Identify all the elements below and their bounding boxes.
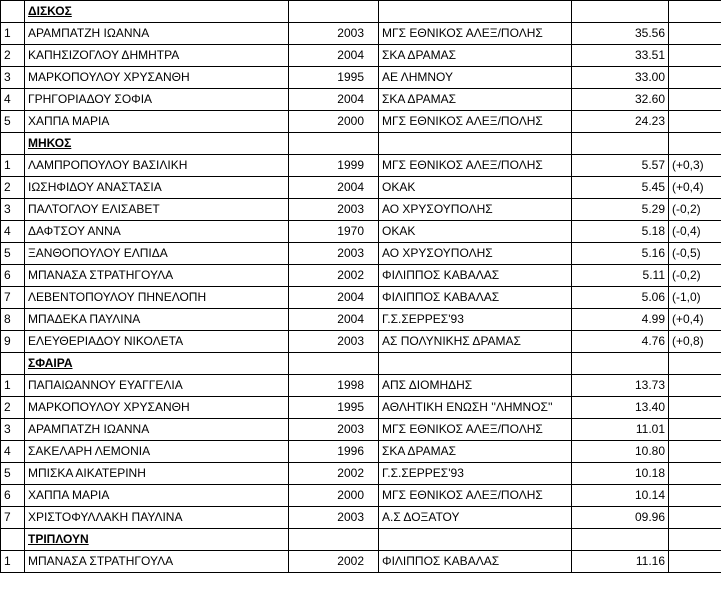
birth-year-cell: 1998 [289, 375, 379, 397]
mark-cell: 10.18 [572, 463, 669, 485]
position-cell: 9 [1, 331, 25, 353]
wind-cell: (-0,2) [669, 199, 721, 221]
wind-cell: (-1,0) [669, 287, 721, 309]
position-cell: 1 [1, 375, 25, 397]
table-row [1, 551, 721, 573]
athlete-name-cell: ΜΠΙΣΚΑ ΑΙΚΑΤΕΡΙΝΗ [25, 463, 289, 485]
birth-year-cell: 2000 [289, 111, 379, 133]
section-empty-cell [572, 353, 669, 375]
wind-cell [669, 397, 721, 419]
mark-cell: 11.16 [572, 551, 669, 573]
club-cell: ΜΓΣ ΕΘΝΙΚΟΣ ΑΛΕΞ/ΠΟΛΗΣ [379, 111, 572, 133]
birth-year-cell: 2002 [289, 551, 379, 573]
wind-cell: (+0,4) [669, 177, 721, 199]
birth-year-cell: 1999 [289, 155, 379, 177]
mark-cell: 5.29 [572, 199, 669, 221]
athlete-name-cell: ΛΕΒΕΝΤΟΠΟΥΛΟΥ ΠΗΝΕΛΟΠΗ [25, 287, 289, 309]
mark-cell: 13.40 [572, 397, 669, 419]
athlete-name-cell: ΧΑΠΠΑ ΜΑΡΙΑ [25, 485, 289, 507]
section-empty-cell [379, 353, 572, 375]
mark-cell: 4.99 [572, 309, 669, 331]
mark-cell: 35.56 [572, 23, 669, 45]
athlete-name-cell: ΑΡΑΜΠΑΤΖΗ ΙΩΑΝΝΑ [25, 419, 289, 441]
table-row [1, 199, 721, 221]
birth-year-cell: 1995 [289, 67, 379, 89]
birth-year-cell: 2004 [289, 45, 379, 67]
section-empty-cell [289, 529, 379, 551]
section-empty-cell [669, 353, 721, 375]
birth-year-cell: 1970 [289, 221, 379, 243]
section-empty-cell [572, 529, 669, 551]
club-cell: ΣΚΑ ΔΡΑΜΑΣ [379, 441, 572, 463]
table-row [1, 243, 721, 265]
section-empty-cell [1, 1, 25, 23]
position-cell: 4 [1, 221, 25, 243]
section-header-row [1, 353, 721, 375]
athlete-name-cell: ΜΠΑΝΑΣΑ ΣΤΡΑΤΗΓΟΥΛΑ [25, 265, 289, 287]
athlete-name-cell: ΓΡΗΓΟΡΙΑΔΟΥ ΣΟΦΙΑ [25, 89, 289, 111]
section-empty-cell [669, 133, 721, 155]
table-row [1, 89, 721, 111]
wind-cell [669, 507, 721, 529]
section-empty-cell [669, 529, 721, 551]
section-empty-cell [1, 529, 25, 551]
table-row [1, 111, 721, 133]
section-title: ΜΗΚΟΣ [25, 133, 289, 155]
section-title: ΣΦΑΙΡΑ [25, 353, 289, 375]
club-cell: ΜΓΣ ΕΘΝΙΚΟΣ ΑΛΕΞ/ΠΟΛΗΣ [379, 23, 572, 45]
table-row [1, 177, 721, 199]
club-cell: ΑΟ ΧΡΥΣΟΥΠΟΛΗΣ [379, 243, 572, 265]
club-cell: ΜΓΣ ΕΘΝΙΚΟΣ ΑΛΕΞ/ΠΟΛΗΣ [379, 155, 572, 177]
position-cell: 5 [1, 243, 25, 265]
athlete-name-cell: ΛΑΜΠΡΟΠΟΥΛΟΥ ΒΑΣΙΛΙΚΗ [25, 155, 289, 177]
section-empty-cell [572, 1, 669, 23]
mark-cell: 24.23 [572, 111, 669, 133]
position-cell: 4 [1, 89, 25, 111]
club-cell: ΑΕ ΛΗΜΝΟΥ [379, 67, 572, 89]
athlete-name-cell: ΠΑΛΤΟΓΛΟΥ ΕΛΙΣΑΒΕΤ [25, 199, 289, 221]
athlete-name-cell: ΜΠΑΝΑΣΑ ΣΤΡΑΤΗΓΟΥΛΑ [25, 551, 289, 573]
section-empty-cell [1, 133, 25, 155]
position-cell: 3 [1, 419, 25, 441]
birth-year-cell: 1996 [289, 441, 379, 463]
birth-year-cell: 2002 [289, 463, 379, 485]
birth-year-cell: 2004 [289, 89, 379, 111]
section-header-row [1, 529, 721, 551]
birth-year-cell: 2003 [289, 23, 379, 45]
position-cell: 8 [1, 309, 25, 331]
wind-cell [669, 485, 721, 507]
position-cell: 5 [1, 463, 25, 485]
athlete-name-cell: ΧΑΠΠΑ ΜΑΡΙΑ [25, 111, 289, 133]
club-cell: Γ.Σ.ΣΕΡΡΕΣ'93 [379, 463, 572, 485]
position-cell: 3 [1, 67, 25, 89]
wind-cell: (+0,3) [669, 155, 721, 177]
birth-year-cell: 2003 [289, 243, 379, 265]
birth-year-cell: 2003 [289, 199, 379, 221]
club-cell: ΟΚΑΚ [379, 221, 572, 243]
mark-cell: 5.45 [572, 177, 669, 199]
table-row [1, 221, 721, 243]
section-empty-cell [379, 133, 572, 155]
birth-year-cell: 2000 [289, 485, 379, 507]
athlete-name-cell: ΜΠΑΔΕΚΑ ΠΑΥΛΙΝΑ [25, 309, 289, 331]
mark-cell: 4.76 [572, 331, 669, 353]
club-cell: ΦΙΛΙΠΠΟΣ ΚΑΒΑΛΑΣ [379, 551, 572, 573]
mark-cell: 5.16 [572, 243, 669, 265]
section-empty-cell [379, 529, 572, 551]
table-row [1, 155, 721, 177]
position-cell: 1 [1, 155, 25, 177]
mark-cell: 10.80 [572, 441, 669, 463]
wind-cell [669, 111, 721, 133]
club-cell: ΑΠΣ ΔΙΟΜΗΔΗΣ [379, 375, 572, 397]
table-row [1, 67, 721, 89]
athlete-name-cell: ΑΡΑΜΠΑΤΖΗ ΙΩΑΝΝΑ [25, 23, 289, 45]
table-row [1, 463, 721, 485]
wind-cell [669, 375, 721, 397]
section-empty-cell [1, 353, 25, 375]
club-cell: ΟΚΑΚ [379, 177, 572, 199]
table-row [1, 23, 721, 45]
position-cell: 2 [1, 397, 25, 419]
wind-cell: (+0,8) [669, 331, 721, 353]
table-row [1, 265, 721, 287]
mark-cell: 5.06 [572, 287, 669, 309]
table-row [1, 287, 721, 309]
mark-cell: 5.11 [572, 265, 669, 287]
mark-cell: 33.51 [572, 45, 669, 67]
wind-cell: (-0,2) [669, 265, 721, 287]
club-cell: ΑΟ ΧΡΥΣΟΥΠΟΛΗΣ [379, 199, 572, 221]
birth-year-cell: 2003 [289, 331, 379, 353]
table-row [1, 375, 721, 397]
birth-year-cell: 2004 [289, 177, 379, 199]
mark-cell: 10.14 [572, 485, 669, 507]
club-cell: ΣΚΑ ΔΡΑΜΑΣ [379, 45, 572, 67]
mark-cell: 5.18 [572, 221, 669, 243]
position-cell: 1 [1, 23, 25, 45]
athlete-name-cell: ΜΑΡΚΟΠΟΥΛΟΥ ΧΡΥΣΑΝΘΗ [25, 67, 289, 89]
athlete-name-cell: ΧΡΙΣΤΟΦΥΛΛΑΚΗ ΠΑΥΛΙΝΑ [25, 507, 289, 529]
position-cell: 2 [1, 177, 25, 199]
athlete-name-cell: ΞΑΝΘΟΠΟΥΛΟΥ ΕΛΠΙΔΑ [25, 243, 289, 265]
wind-cell [669, 441, 721, 463]
position-cell: 5 [1, 111, 25, 133]
section-empty-cell [572, 133, 669, 155]
position-cell: 2 [1, 45, 25, 67]
athlete-name-cell: ΚΑΠΗΣΙΖΟΓΛΟΥ ΔΗΜΗΤΡΑ [25, 45, 289, 67]
athlete-name-cell: ΣΑΚΕΛΑΡΗ ΛΕΜΟΝΙΑ [25, 441, 289, 463]
position-cell: 6 [1, 485, 25, 507]
athlete-name-cell: ΜΑΡΚΟΠΟΥΛΟΥ ΧΡΥΣΑΝΘΗ [25, 397, 289, 419]
birth-year-cell: 2003 [289, 507, 379, 529]
athlete-name-cell: ΔΑΦΤΣΟΥ ΑΝΝΑ [25, 221, 289, 243]
birth-year-cell: 1995 [289, 397, 379, 419]
club-cell: ΣΚΑ ΔΡΑΜΑΣ [379, 89, 572, 111]
mark-cell: 13.73 [572, 375, 669, 397]
section-empty-cell [289, 133, 379, 155]
athlete-name-cell: ΠΑΠΑΙΩΑΝΝΟΥ ΕΥΑΓΓΕΛΙΑ [25, 375, 289, 397]
section-empty-cell [289, 1, 379, 23]
wind-cell [669, 89, 721, 111]
wind-cell [669, 23, 721, 45]
table-row [1, 309, 721, 331]
wind-cell [669, 551, 721, 573]
section-header-row [1, 133, 721, 155]
table-row [1, 331, 721, 353]
club-cell: Α.Σ ΔΟΞΑΤΟΥ [379, 507, 572, 529]
wind-cell: (+0,4) [669, 309, 721, 331]
mark-cell: 09.96 [572, 507, 669, 529]
club-cell: ΦΙΛΙΠΠΟΣ ΚΑΒΑΛΑΣ [379, 287, 572, 309]
wind-cell: (-0,4) [669, 221, 721, 243]
section-empty-cell [379, 1, 572, 23]
birth-year-cell: 2003 [289, 419, 379, 441]
results-body [1, 1, 721, 573]
wind-cell [669, 67, 721, 89]
position-cell: 7 [1, 507, 25, 529]
mark-cell: 5.57 [572, 155, 669, 177]
wind-cell [669, 419, 721, 441]
table-row [1, 485, 721, 507]
position-cell: 6 [1, 265, 25, 287]
wind-cell [669, 463, 721, 485]
table-row [1, 397, 721, 419]
mark-cell: 32.60 [572, 89, 669, 111]
mark-cell: 11.01 [572, 419, 669, 441]
table-row [1, 441, 721, 463]
table-row [1, 419, 721, 441]
position-cell: 7 [1, 287, 25, 309]
birth-year-cell: 2004 [289, 309, 379, 331]
club-cell: ΜΓΣ ΕΘΝΙΚΟΣ ΑΛΕΞ/ΠΟΛΗΣ [379, 419, 572, 441]
athlete-name-cell: ΙΩΣΗΦΙΔΟΥ ΑΝΑΣΤΑΣΙΑ [25, 177, 289, 199]
table-row [1, 45, 721, 67]
birth-year-cell: 2004 [289, 287, 379, 309]
wind-cell [669, 45, 721, 67]
section-header-row [1, 1, 721, 23]
wind-cell: (-0,5) [669, 243, 721, 265]
section-empty-cell [669, 1, 721, 23]
club-cell: ΜΓΣ ΕΘΝΙΚΟΣ ΑΛΕΞ/ΠΟΛΗΣ [379, 485, 572, 507]
club-cell: ΑΘΛΗΤΙΚΗ ΕΝΩΣΗ ''ΛΗΜΝΟΣ'' [379, 397, 572, 419]
section-title: ΔΙΣΚΟΣ [25, 1, 289, 23]
club-cell: ΑΣ ΠΟΛΥΝΙΚΗΣ ΔΡΑΜΑΣ [379, 331, 572, 353]
section-title: ΤΡΙΠΛΟΥΝ [25, 529, 289, 551]
section-empty-cell [289, 353, 379, 375]
club-cell: Γ.Σ.ΣΕΡΡΕΣ'93 [379, 309, 572, 331]
position-cell: 3 [1, 199, 25, 221]
birth-year-cell: 2002 [289, 265, 379, 287]
athlete-name-cell: ΕΛΕΥΘΕΡΙΑΔΟΥ ΝΙΚΟΛΕΤΑ [25, 331, 289, 353]
position-cell: 4 [1, 441, 25, 463]
position-cell: 1 [1, 551, 25, 573]
mark-cell: 33.00 [572, 67, 669, 89]
club-cell: ΦΙΛΙΠΠΟΣ ΚΑΒΑΛΑΣ [379, 265, 572, 287]
table-row [1, 507, 721, 529]
